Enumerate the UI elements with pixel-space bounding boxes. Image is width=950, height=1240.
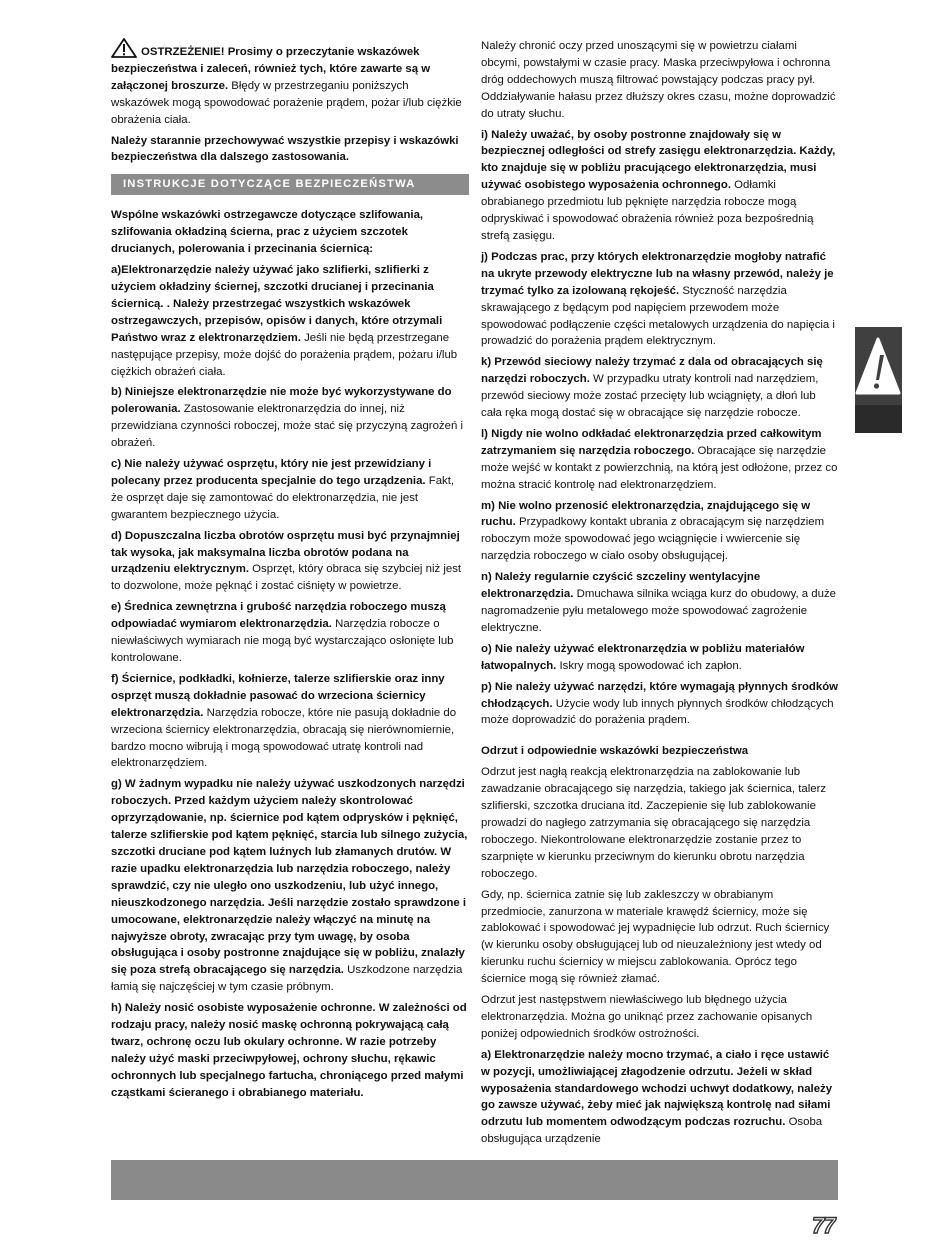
kickback-paragraph-2: Gdy, np. ściernica zatnie się lub zakleszczy w obrabianym przedmiocie, zanurzona w materiale krawędź ściernicy, może się zablokować i spowodować jej wypadnięcie lub odrzut. Ruch ściernicy (w kierunku osoby obsługującej lub od nieuzależniony jest wtedy od kierunku ruchu ściernicy w miejscu zablokowania. Oprócz tego ściernice mogą się również złamać. — [481, 888, 830, 986]
intro-text: Wspólne wskazówki ostrzegawcze dotyczące szlifowania, szlifowania okładziną ścierna, prac z użyciem szczotek drucianych, polerowania i przecinania ściernicą: — [111, 209, 424, 256]
safety-item-f: f) Ściernice, podkładki, kołnierze, talerze szlifierskie oraz inny osprzęt muszą dokładnie pasować do wrzeciona ściernicy elektronarzędzia. Narzędzia robocze, które nie pasują dokładnie do wrzeciona ściernicy elektronarzędzia, obracają się nierównomiernie, bardzo mocno wibrują i mogą spowodować utratę kontroli nad elektronarzędziem. — [111, 672, 457, 770]
safety-item-d: d) Dopuszczalna liczba obrotów osprzętu musi być przynajmniej tak wysoka, jak maksymalna liczba obrotów podana na urządzeniu elektrycznym. Osprzęt, który obraca się szybciej niż jest to dozwolone, może pęknąć i zostać ciśnięty w powietrze. — [111, 529, 462, 593]
warning-bold: OSTRZEŻENIE! Prosimy o przeczytanie wskazówek bezpieczeństwa i zaleceń, również tych, które zawarte są w załączonej broszurze. — [111, 46, 431, 92]
warning-exclamation-icon — [855, 327, 902, 405]
safety-item-o: o) Nie należy używać elektronarzędzia w pobliżu materiałów łatwopalnych. Iskry mogą spowodować ich zapłon. — [481, 642, 805, 672]
safety-item-n: n) Należy regularnie czyścić szczeliny wentylacyjne elektronarzędzia. Dmuchawa silnika wciąga kurz do obudowy, a duże nagromadzenie pyłu metalowego może spowodować zagrożenie elektryczne. — [481, 571, 836, 634]
safety-item-e: e) Średnica zewnętrzna i grubość narzędzia roboczego muszą odpowiadać wymiarom elektronarzędzia. Narzędzia robocze o niewłaściwych wymiarach nie mogą być wystarczająco osłonięte lub kontrolowane. — [111, 601, 454, 664]
safety-item-p: p) Nie należy używać narzędzi, które wymagają płynnych środków chłodzących. Użycie wody lub innych płynnych środków chłodzących może doprowadzić do porażenia prądem. — [481, 680, 839, 727]
safety-item-c: c) Nie należy używać osprzętu, który nie jest przewidziany i polecany przez producenta specjalnie do tego urządzenia. Fakt, że osprzęt daje się zamontować do elektronarzędzia, nie jest gwarantem bezpiecznego użycia. — [111, 458, 455, 521]
safety-item-k: k) Przewód sieciowy należy trzymać z dala od obracających się narzędzi roboczych. W przypadku utraty kontroli nad narzędziem, przewód sieciowy może zostać przecięty lub wciągnięty, a dłoń lub cała ręka mogą dostać się w obracające się narzędzie robocze. — [481, 356, 823, 420]
safety-item-a: a)Elektronarzędzie należy używać jako szlifierki, szlifierki z użyciem okładziny ściernej, szczotki drucianej i przecinania ściernicą. . Należy przestrzegać wszystkich wskazówek ostrzegawczych, przepisów, opisów i danych, które otrzymali Państwo wraz z elektronarzędziem. Jeśli nie będą przestrzegane następujące przepisy, może dojść do porażenia prądem, pożaru i/lub ciężkich obrażeń ciała. — [111, 264, 458, 378]
left-column — [111, 38, 469, 1106]
safety-item-l: l) Nigdy nie wolno odkładać elektronarzędzia przed całkowitym zatrzymaniem się narzędzia roboczego. Obracające się narzędzie może wejść w kontakt z powierzchnią, na którą jest odłożone, przez co można stracić kontrolę nad elektronarzędziem. — [481, 427, 838, 491]
safety-item-h: h) Należy nosić osobiste wyposażenie ochronne. W zależności od rodzaju pracy, należy nosić maskę ochronną pokrywającą całą twarz, ochronę oczu lub okulary ochronne. W razie potrzeby należy użyć maski przeciwpyłowej, ochrony słuchu, rękawic ochronnych lub specjalnego fartucha, chroniącego przed małymi cząstkami ścieranego i obrabianego materiału. — [111, 1002, 467, 1099]
safety-item-m: m) Nie wolno przenosić elektronarzędzia, znajdującego się w ruchu. Przypadkowy kontakt ubrania z obracającym się narzędziem roboczym może spowodować jego wciągnięcie i wwiercenie się narzędzia roboczego w ciało osoby obsługującej. — [481, 499, 825, 563]
warning-text: Błędy w przestrzeganiu poniższych wskazówek mogą spowodować porażenie prądem, pożar i/lub ciężkie obrażenia ciała. — [111, 79, 462, 126]
right-column — [481, 38, 838, 1152]
kickback-paragraph-3: Odrzut jest następstwem niewłaściwego lub błędnego użycia elektronarzędzia. Można go uniknąć przez zachowanie opisanych poniżej odpowiednich środków ostrożności. — [481, 994, 813, 1040]
keep-instructions-note: Należy starannie przechowywać wszystkie przepisy i wskazówki bezpieczeństwa dla dalszego zastosowania. — [111, 134, 459, 164]
side-tab-lower — [855, 405, 902, 433]
warning-paragraph — [111, 38, 469, 129]
section-title: INSTRUKCJE DOTYCZĄCE BEZPIECZEŃSTWA — [111, 174, 469, 195]
kickback-paragraph-1: Odrzut jest nagłą reakcją elektronarzędzia na zablokowanie lub zawadzanie obracającego się narzędzia, takiego jak ściernica, talerz szlifierski, szczotka druciana itd. Zaczepienie się lub zablokowanie prowadzi do nagłego zatrzymania się obracającego się narzędzia roboczego. Niekontrolowane elektronarzędzie zostanie przez to szarpnięte w kierunku przeciwnym do kierunku obrotu narzędzia roboczego. — [481, 766, 827, 880]
footer-bar — [111, 1160, 838, 1200]
safety-item-g: g) W żadnym wypadku nie należy używać uszkodzonych narzędzi roboczych. Przed każdym użyciem należy skontrolować oprzyrządowanie, np. ściernice pod kątem odprysków i pęknięć, talerze szlifierskie pod kątem pęknięć, starcia lub silnego zużycia, szczotki druciane pod kątem luźnych lub złamanych drutów. W razie upadku elektronarzędzia lub narzędzia roboczego, należy sprawdzić, czy nie uległo ono uszkodzeniu, lub użyć innego, nieuszkodzonego narzędzia. Jeśli narzędzie zostało sprawdzone i umocowane, elektronarzędzie należy włączyć na minutę na najwyższe obroty, zwracając przy tym uwagę, by osoba obsługująca i osoby postronne znajdujące się w pobliżu, znalazły się poza strefą obracającego się narzędzia. Uszkodzone narzędzia łamią się najczęściej w tym czasie próbnym. — [111, 778, 468, 994]
safety-item-b: b) Niniejsze elektronarzędzie nie może być wykorzystywane do polerowania. Zastosowanie elektronarzędzia do innej, niż przewidziana czynności roboczej, może stać się przyczyną zagrożeń i obrażeń. — [111, 386, 463, 450]
kickback-heading: Odrzut i odpowiednie wskazówki bezpieczeństwa — [481, 745, 749, 758]
page-number: 77 — [812, 1213, 835, 1238]
eye-protection-text: Należy chronić oczy przed unoszącymi się w powietrzu ciałami obcymi, powstałymi w czasie pracy. Maska przeciwpyłowa i ochronna dróg oddechowych muszą filtrować powstający podczas pracy pył. Oddziaływanie hałasu przez dłuższy okres czasu, możne doprowadzić do utraty słuchu. — [481, 40, 836, 120]
warning-triangle-icon — [111, 38, 137, 58]
side-tab — [855, 327, 902, 405]
safety-item-j: j) Podczas prac, przy których elektronarzędzie mogłoby natrafić na ukryte przewody elektryczne lub na własny przewód, należy je trzymać tylko za izolowaną rękojeść. Styczność narzędzia skrawającego z będącym pod napięciem przewodem może spowodować podłączenie części metalowych urządzenia do napięcia i prowadzić do porażenia prądem elektrycznym. — [481, 250, 835, 348]
safety-item-i: i) Należy uważać, by osoby postronne znajdowały się w bezpiecznej odległości od strefy zasięgu elektronarzędzia. Każdy, kto znajduje się w pobliżu pracującego elektronarzędzia, musi używać osobistego wyposażenia ochronnego. Odłamki obrabianego przedmiotu lub pęknięte narzędzia robocze mogą odpryskiwać i spowodować obrażenia również poza bezpośrednią strefą zasięgu. — [481, 128, 836, 242]
kickback-item-a: a) Elektronarzędzie należy mocno trzymać, a ciało i ręce ustawić w pozycji, umożliwiającej złagodzenie odrzutu. Jeżeli w skład wyposażenia standardowego wchodzi uchwyt dodatkowy, należy go zawsze używać, żeby mieć jak największą kontrolę nad siłami odrzutu lub momentem odwodzącym podczas rozruchu. Osoba obsługująca urządzenie — [481, 1048, 833, 1146]
